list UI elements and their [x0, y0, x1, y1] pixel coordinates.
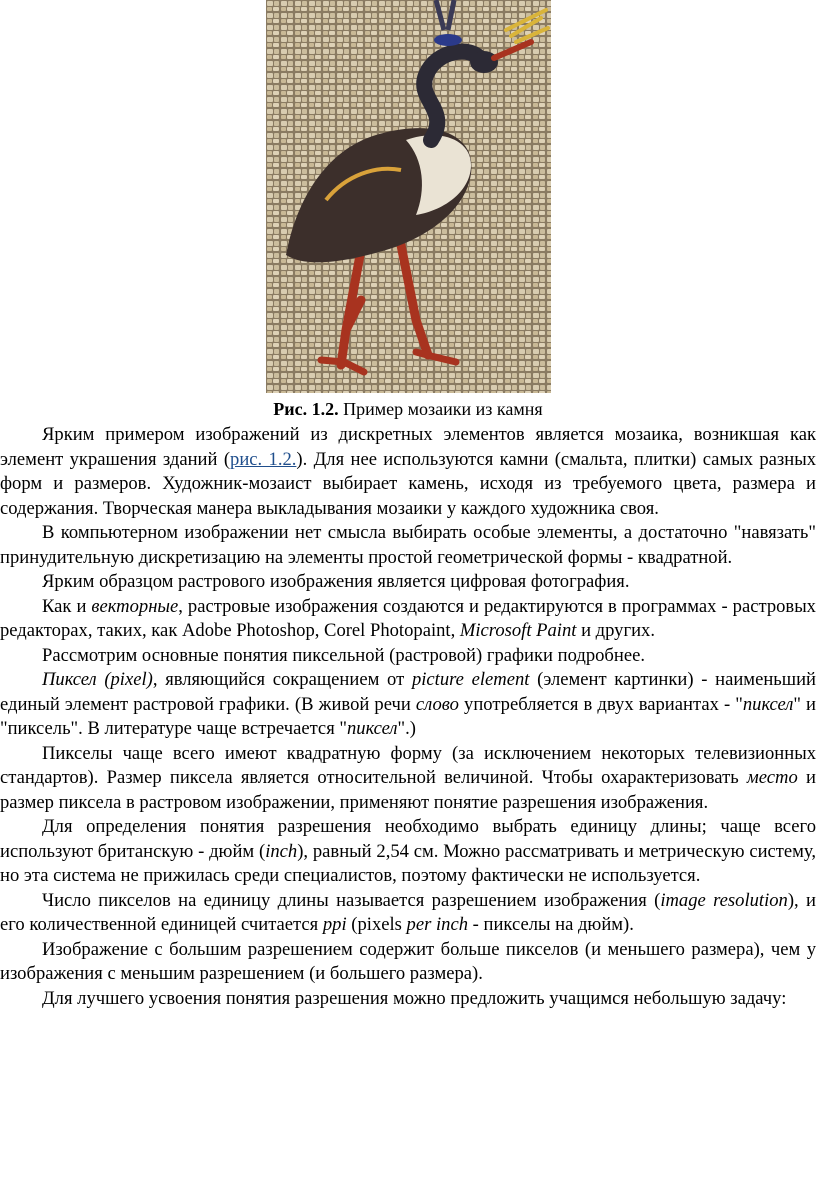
text-run: Число пикселов на единицу длины называется разрешением изображения ( — [42, 889, 661, 911]
italic-run: picture element — [411, 669, 530, 690]
paragraph: Ярким образцом растрового изображения является цифровая фотография. — [42, 571, 630, 592]
body-text — [0, 423, 816, 1011]
text-run: - пикселы на дюйм). — [468, 914, 634, 935]
italic-run: Microsoft Paint — [459, 620, 577, 641]
italic-run: пиксел — [346, 718, 398, 739]
paragraph — [0, 815, 816, 889]
text-run: , являющийся сокращением от — [152, 669, 412, 690]
figure-link[interactable]: рис. 1.2. — [230, 448, 297, 470]
text-run: употребляется в двух вариантах - " — [458, 693, 743, 715]
italic-run: Пиксел (pixel) — [42, 669, 153, 690]
text-run: ), равный 2,54 см. Можно рассматривать и метрическую систему, но эта система не прижилась среди специалистов, поэтому фактически не используется. — [0, 840, 816, 886]
text-run: (элемент картинки) - наименьший единый элемент растровой графики. (В живой речи — [0, 669, 816, 715]
text-run: (pixels — [346, 914, 407, 935]
paragraph: Изображение с большим разрешением содержит больше пикселов (и меньшего размера), чем у изображения с меньшим разрешением (и большего размера). — [0, 938, 816, 984]
paragraph — [0, 423, 816, 521]
text-run: Пикселы чаще всего имеют квадратную форму (за исключением некоторых телевизионных стандартов). Размер пиксела является относительной величиной. Чтобы охарактеризовать — [0, 742, 816, 788]
paragraph: Рассмотрим основные понятия пиксельной (растровой) графики подробнее. — [42, 644, 645, 666]
paragraph — [0, 742, 816, 816]
italic-run: пиксел — [742, 693, 794, 715]
italic-run: inch — [265, 840, 298, 862]
mosaic-stork-image — [266, 0, 551, 393]
text-run: и размер пиксела в растровом изображении, применяют понятие разрешения изображения. — [0, 767, 816, 813]
figure-caption — [0, 397, 816, 421]
italic-run: векторные — [91, 595, 179, 617]
text-run: Как и — [42, 595, 92, 617]
italic-run: ppi — [322, 914, 347, 935]
text-run: Ярким примером изображений из дискретных элементов является мозаика, возникшая как элемент украшения зданий ( — [0, 424, 816, 470]
caption-label: Рис. 1.2. — [273, 399, 339, 419]
text-run: Для определения понятия разрешения необходимо выбрать единицу длины; чаще всего используют британскую - дюйм ( — [0, 816, 816, 862]
text-run: ). Для нее используются камни (смальта, плитки) самых разных форм и размеров. Художник-мозаист выбирает камень, исходя из требуемого цвета, размера и содержания. Творческая манера выкладывания мозаики у каждого художника своя. — [0, 448, 816, 519]
caption-text: Пример мозаики из камня — [338, 399, 543, 419]
text-run: ), и его количественной единицей считается — [0, 889, 816, 935]
paragraph: Для лучшего усвоения понятия разрешения можно предложить учащимся небольшую задачу: — [42, 987, 787, 1009]
text-run: и других. — [576, 620, 656, 641]
italic-run: per inch — [406, 914, 468, 935]
paragraph — [0, 668, 816, 742]
text-run: , растровые изображения создаются и редактируются в программах - растровых редакторах, таких, как Adobe Photoshop, Corel Photopaint, — [0, 595, 816, 641]
text-run: " и "пиксель". В литературе чаще встречается " — [0, 693, 816, 739]
italic-run: место — [746, 767, 798, 788]
paragraph: В компьютерном изображении нет смысла выбирать особые элементы, а достаточно "навязать" принудительную дискретизацию на элементы простой геометрической формы - квадратной. — [0, 522, 816, 568]
italic-run: image resolution — [660, 889, 788, 911]
italic-run: слово — [415, 693, 459, 715]
paragraph — [0, 595, 816, 644]
paragraph — [0, 889, 816, 938]
text-run: ".) — [397, 718, 416, 739]
